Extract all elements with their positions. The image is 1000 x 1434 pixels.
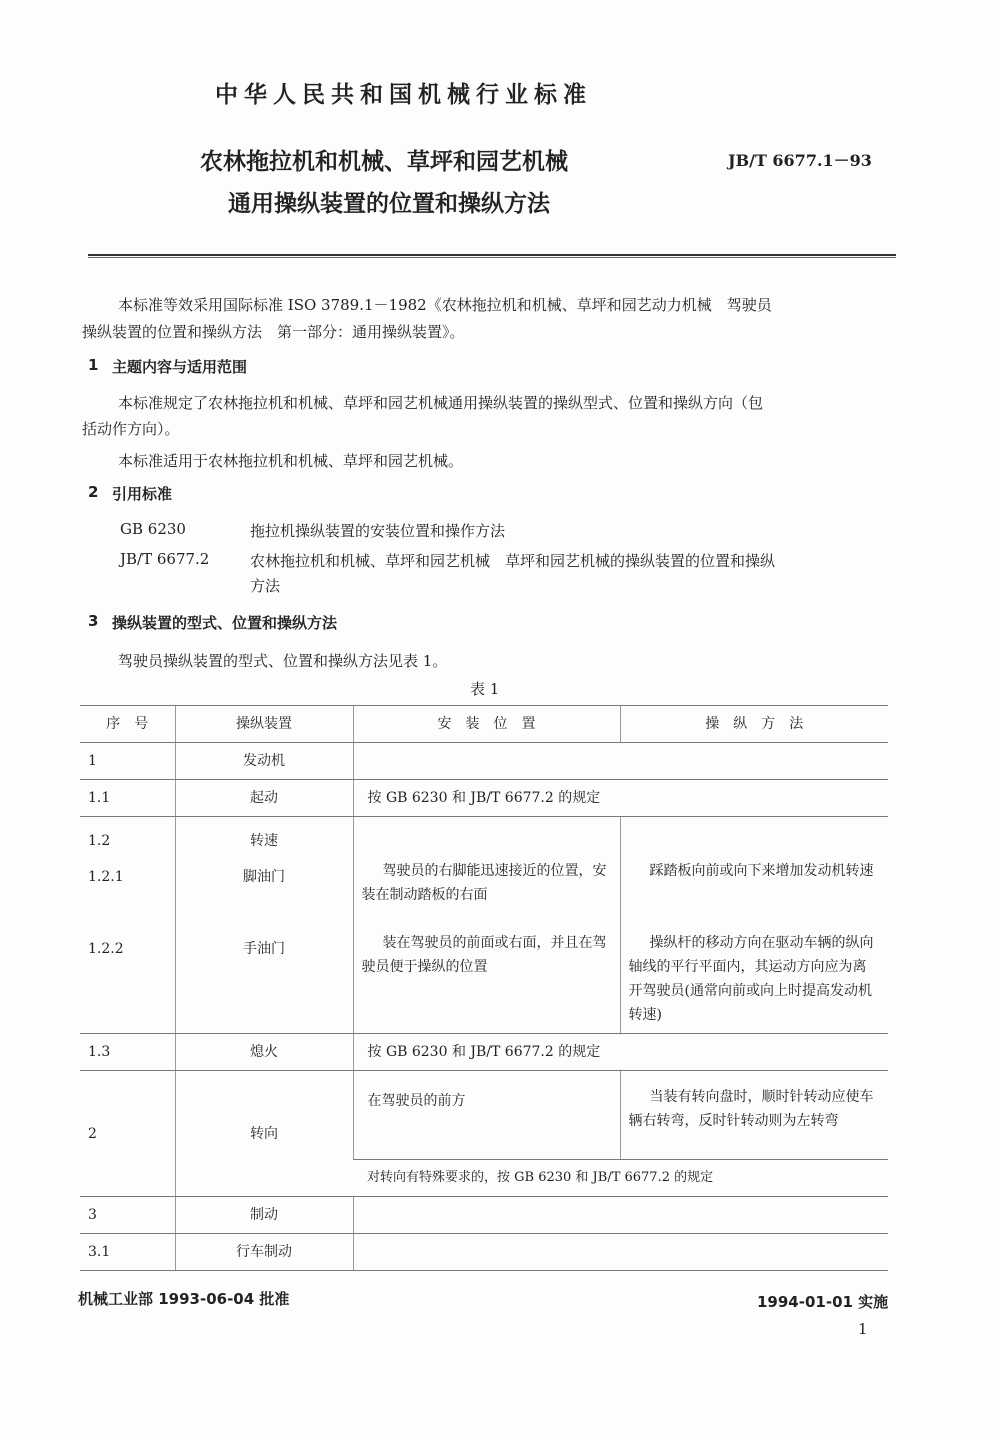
cell-device: 手油门 [243,941,285,957]
cell-span: 按 GB 6230 和 JB/T 6677.2 的规定 [353,1034,888,1071]
cell-device: 转速 [250,833,278,849]
cell-no: 3 [80,1197,175,1234]
s1-title: 主题内容与适用范围 [112,358,248,376]
s1-num: 1 [88,356,99,374]
implementation: 1994-01-01 实施 [757,1293,889,1311]
cell-no: 1.3 [80,1034,175,1071]
s3-p: 驾驶员操纵装置的型式、位置和操纵方法见表 1。 [118,652,448,670]
s1-p2: 本标准适用于农林拖拉机和机械、草坪和园艺机械。 [118,452,464,470]
col-header: 操 纵 方 法 [620,706,888,743]
divider [88,254,896,258]
cell-device: 发动机 [175,743,353,780]
table-row [80,1197,888,1234]
spacer [88,895,167,931]
cell-device: 行车制动 [175,1234,353,1271]
cell-empty [353,1197,888,1234]
cell-empty [353,743,888,780]
col-header: 操纵装置 [175,706,353,743]
cell-method: 当装有转向盘时，顺时针转动应使车辆右转弯，反时针转动则为左转弯 [620,1071,888,1160]
cell-no: 3.1 [80,1234,175,1271]
s3-title: 操纵装置的型式、位置和操纵方法 [112,614,338,632]
cell-position: 驾驶员的右脚能迅速接近的位置，安装在制动踏板的右面 [361,863,607,903]
title-line-1: 农林拖拉机和机械、草坪和园艺机械 [200,149,568,175]
cell-no: 1.2.2 [88,941,124,957]
cell-position: 装在驾驶员的前面或右面，并且在驾驶员便于操纵的位置 [361,935,607,975]
table-row [80,817,888,1034]
cell-device: 脚油门 [243,869,285,885]
approval: 机械工业部 1993-06-04 批准 [78,1290,290,1308]
ref-text-cont: 方法 [250,577,281,595]
table-row [80,1071,888,1160]
cell-no: 2 [80,1071,175,1197]
cell-span: 按 GB 6230 和 JB/T 6677.2 的规定 [353,780,888,817]
table-row [80,743,888,780]
cell-no: 1.2 [88,833,111,849]
s1-p1b: 括动作方向）。 [82,420,180,438]
cell-device: 熄火 [175,1034,353,1071]
standard-code: JB/T 6677.1－93 [728,151,872,170]
s1-p1a: 本标准规定了农林拖拉机和机械、草坪和园艺机械通用操纵装置的操纵型式、位置和操纵方向（包 [118,394,764,412]
ref-text: 农林拖拉机和机械、草坪和园艺机械 草坪和园艺机械的操纵装置的位置和操纵 [250,552,776,570]
col-header: 序 号 [80,706,175,743]
cell-method: 踩踏板向前或向下来增加发动机转速 [649,863,874,879]
ref-code: JB/T 6677.2 [120,550,210,568]
intro-line-2: 操纵装置的位置和操纵方法 第一部分：通用操纵装置》。 [82,323,465,341]
cell-empty [353,1234,888,1271]
cell-device: 转向 [175,1071,353,1197]
intro-line-1: 本标准等效采用国际标准 ISO 3789.1－1982《农林拖拉机和机械、草坪和园艺动力机械 驾驶员 [118,296,772,314]
page-number: 1 [858,1320,868,1338]
table-header-row [80,706,888,743]
cell-position: 在驾驶员的前方 [353,1071,620,1160]
table-caption: 表 1 [470,680,500,698]
table-row [80,780,888,817]
col-header: 安 装 位 置 [353,706,620,743]
cell-method: 操纵杆的移动方向在驱动车辆的纵向轴线的平行平面内，其运动方向应为离开驾驶员(通常向前或向上时提高发动机转速) [628,935,874,1023]
ref-text: 拖拉机操纵装置的安装位置和操作方法 [250,522,506,540]
s2-title: 引用标准 [112,485,173,503]
cell-device: 制动 [175,1197,353,1234]
table-row [80,1234,888,1271]
cell-device: 起动 [175,780,353,817]
cell-no: 1 [80,743,175,780]
s3-num: 3 [88,612,99,630]
table-1 [80,705,888,1271]
table-row [80,1034,888,1071]
title-line-2: 通用操纵装置的位置和操纵方法 [228,191,550,217]
cell-no: 1.2.1 [88,869,124,885]
spacer [184,895,345,931]
ref-code: GB 6230 [120,520,186,538]
cell-no: 1.1 [80,780,175,817]
cell-note: 对转向有特殊要求的，按 GB 6230 和 JB/T 6677.2 的规定 [353,1160,888,1197]
s2-num: 2 [88,483,99,501]
standard-header: 中华人民共和国机械行业标准 [215,82,592,108]
